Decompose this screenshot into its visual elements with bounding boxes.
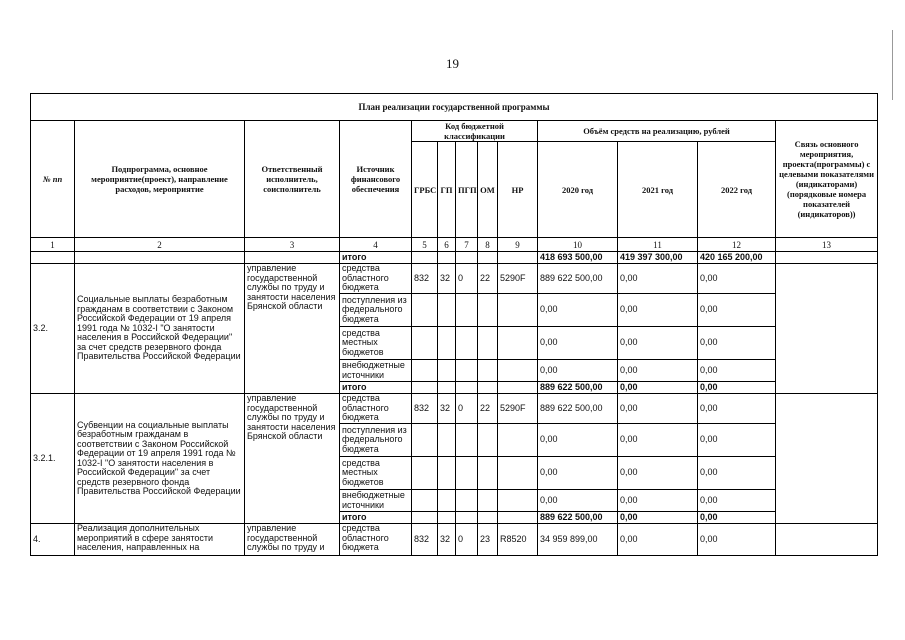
- header-2020: 2020 год: [538, 142, 618, 238]
- header-2022: 2022 год: [698, 142, 776, 238]
- value-2020: 0,00: [538, 327, 618, 360]
- source-extra: внебюджетные источники: [340, 490, 412, 512]
- value-2022: 0,00: [698, 360, 776, 382]
- source-federal: поступления из федерального бюджета: [340, 424, 412, 457]
- value-2021: 0,00: [618, 264, 698, 294]
- row-responsible: управление государственной службы по труду и: [245, 524, 340, 556]
- value-2020: 0,00: [538, 294, 618, 327]
- header-pgp: ПГП: [456, 142, 478, 238]
- col-number: 1: [31, 238, 75, 252]
- table-row: [31, 264, 878, 294]
- source-federal: поступления из федерального бюджета: [340, 294, 412, 327]
- row-num: 3.2.1.: [31, 394, 75, 524]
- code-pgp: 0: [456, 264, 478, 294]
- source-extra: внебюджетные источники: [340, 360, 412, 382]
- value-2021: 0,00: [618, 512, 698, 524]
- value-2021: 0,00: [618, 524, 698, 556]
- row-responsible: управление государственной службы по труду и занятости населения Брянской области: [245, 394, 340, 524]
- header-2021: 2021 год: [618, 142, 698, 238]
- header-funds: Объём средств на реализацию, рублей: [538, 121, 776, 142]
- source-total: итого: [340, 382, 412, 394]
- source-regional: средства областного бюджета: [340, 394, 412, 424]
- code-nr: 5290F: [498, 264, 538, 294]
- code-om: 23: [478, 524, 498, 556]
- row-name: Реализация дополнительных мероприятий в сфере занятости населения, направленных на: [75, 524, 245, 556]
- code-om: 22: [478, 264, 498, 294]
- top-total-2020: 418 693 500,00: [538, 252, 618, 264]
- top-total-2021: 419 397 300,00: [618, 252, 698, 264]
- col-number: 6: [438, 238, 456, 252]
- code-gp: 32: [438, 394, 456, 424]
- code-gp: 32: [438, 524, 456, 556]
- value-2020: 0,00: [538, 490, 618, 512]
- value-2022: 0,00: [698, 382, 776, 394]
- value-2020: 0,00: [538, 360, 618, 382]
- col-number: 11: [618, 238, 698, 252]
- top-total-label: итого: [340, 252, 412, 264]
- value-2021: 0,00: [618, 294, 698, 327]
- value-2021: 0,00: [618, 327, 698, 360]
- row-num: 4.: [31, 524, 75, 556]
- table-row: [31, 524, 878, 556]
- code-grbs: 832: [412, 264, 438, 294]
- row-name: Субвенции на социальные выплаты безработным гражданам в соответствии с Законом Российской Федерации от 19 апреля 1991 года № 1032-I "О занятости населения в Российской Федерации" за счет средств резервного фонда Правительства Российской Федерации: [75, 394, 245, 524]
- header-budget-code: Код бюджетной классификации: [412, 121, 538, 142]
- row-name: Социальные выплаты безработным гражданам в соответствии с Законом Российской Федерации от 19 апреля 1991 года № 1032-I "О занятости населения в Российской Федерации" за счет средств резервного фонда Правительства Российской Федерации: [75, 264, 245, 394]
- value-2022: 0,00: [698, 457, 776, 490]
- value-2021: 0,00: [618, 394, 698, 424]
- source-regional: средства областного бюджета: [340, 524, 412, 556]
- value-2021: 0,00: [618, 490, 698, 512]
- col-number: 4: [340, 238, 412, 252]
- value-2020: 34 959 899,00: [538, 524, 618, 556]
- code-pgp: 0: [456, 524, 478, 556]
- col-number: 12: [698, 238, 776, 252]
- code-grbs: 832: [412, 394, 438, 424]
- value-2021: 0,00: [618, 457, 698, 490]
- value-2020: 889 622 500,00: [538, 394, 618, 424]
- header-source: Источник финансового обеспечения: [340, 121, 412, 238]
- program-plan-sheet: [30, 93, 877, 556]
- value-2020: 889 622 500,00: [538, 382, 618, 394]
- header-nr: НР: [498, 142, 538, 238]
- code-gp: 32: [438, 264, 456, 294]
- program-plan-table: [30, 93, 878, 556]
- value-2022: 0,00: [698, 394, 776, 424]
- source-total: итого: [340, 512, 412, 524]
- source-regional: средства областного бюджета: [340, 264, 412, 294]
- row-num: 3.2.: [31, 264, 75, 394]
- header-num: № пп: [31, 121, 75, 238]
- value-2020: 889 622 500,00: [538, 264, 618, 294]
- value-2022: 0,00: [698, 264, 776, 294]
- column-number-row: [31, 238, 878, 252]
- row-link: [776, 394, 878, 524]
- value-2022: 0,00: [698, 294, 776, 327]
- scan-edge-mark: [892, 30, 893, 100]
- header-om: ОМ: [478, 142, 498, 238]
- value-2020: 0,00: [538, 457, 618, 490]
- header-grbs: ГРБС: [412, 142, 438, 238]
- value-2021: 0,00: [618, 424, 698, 457]
- col-number: 3: [245, 238, 340, 252]
- col-number: 9: [498, 238, 538, 252]
- value-2022: 0,00: [698, 490, 776, 512]
- value-2022: 0,00: [698, 512, 776, 524]
- top-total-2022: 420 165 200,00: [698, 252, 776, 264]
- code-grbs: 832: [412, 524, 438, 556]
- value-2022: 0,00: [698, 424, 776, 457]
- code-nr: 5290F: [498, 394, 538, 424]
- top-total-row: [31, 252, 878, 264]
- value-2022: 0,00: [698, 524, 776, 556]
- table-title: План реализации государственной программы: [31, 94, 878, 121]
- source-local: средства местных бюджетов: [340, 327, 412, 360]
- source-local: средства местных бюджетов: [340, 457, 412, 490]
- table-row: [31, 394, 878, 424]
- col-number: 8: [478, 238, 498, 252]
- row-link: [776, 264, 878, 394]
- col-number: 10: [538, 238, 618, 252]
- code-om: 22: [478, 394, 498, 424]
- header-name: Подпрограмма, основное мероприятие(проект), направление расходов, мероприятие: [75, 121, 245, 238]
- page-number: 19: [446, 56, 459, 71]
- value-2020: 0,00: [538, 424, 618, 457]
- header-link: Связь основного мероприятия, проекта(программы) с целевыми показателями (индикаторами) (порядковые номера показателей (индикаторов)): [776, 121, 878, 238]
- value-2020: 889 622 500,00: [538, 512, 618, 524]
- col-number: 13: [776, 238, 878, 252]
- value-2022: 0,00: [698, 327, 776, 360]
- col-number: 5: [412, 238, 438, 252]
- row-responsible: управление государственной службы по труду и занятости населения Брянской области: [245, 264, 340, 394]
- row-link: [776, 524, 878, 556]
- value-2021: 0,00: [618, 360, 698, 382]
- header-gp: ГП: [438, 142, 456, 238]
- header-responsible: Ответственный исполнитель, соисполнитель: [245, 121, 340, 238]
- code-pgp: 0: [456, 394, 478, 424]
- col-number: 2: [75, 238, 245, 252]
- col-number: 7: [456, 238, 478, 252]
- code-nr: R8520: [498, 524, 538, 556]
- value-2021: 0,00: [618, 382, 698, 394]
